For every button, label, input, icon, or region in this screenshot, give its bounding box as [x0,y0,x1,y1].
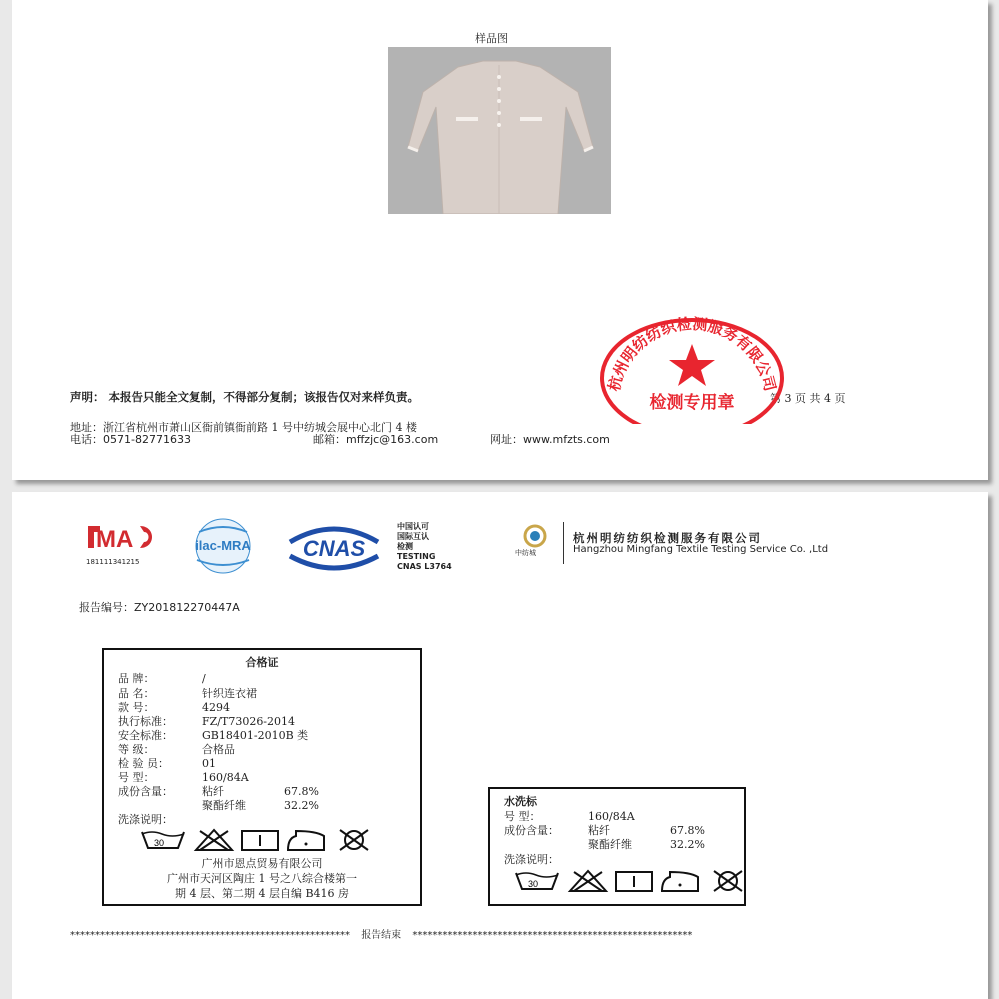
cert-row-safety: 安全标准： GB18401-2010B 类 [118,729,309,742]
wash-label-title: 水洗标 [504,795,537,808]
report-end-line [70,926,930,941]
cert-composition-2: 聚酯纤维 32.2% [202,799,319,812]
line-dry-icon [242,831,278,850]
seal-stamp-icon [598,316,786,424]
cert-row-standard: 执行标准： FZ/T73026-2014 [118,715,296,728]
report-page-4 [12,492,988,999]
no-dryclean-icon [714,871,742,891]
report-page-3 [12,0,988,480]
cert-row-size: 号 型： 160/84A [118,771,249,784]
svg-text:ilac-MRA: ilac-MRA [195,538,251,553]
cma-icon [82,522,162,558]
wash-label-instructions: 洗涤说明： [504,853,559,866]
cert-row-grade: 等 级： 合格品 [118,743,235,756]
address: 地址：浙江省杭州市萧山区衙前镇衙前路 1 号中纺城会展中心北门 4 楼 [70,421,417,434]
cert-row-brand: 品 牌： / [118,672,206,685]
phone: 电话：0571-82771633 [70,433,191,446]
cma-logo [82,522,162,562]
wash-label-care-symbols [514,869,754,893]
svg-text:30: 30 [528,879,539,889]
svg-text:30: 30 [154,838,165,848]
cnas-accreditation-text: 中国认可 国际互认 检测 TESTING CNAS L3764 [397,522,452,571]
cert-address-line-2: 期 4 层、第二期 4 层自编 B416 房 [174,887,350,900]
no-bleach-icon [196,830,232,850]
wash-label-size: 号 型： 160/84A [504,810,635,823]
website: 网址：www.mfzts.com [490,433,610,446]
cnas-logo [282,522,386,578]
email: 邮箱：mffzjc@163.com [313,433,439,446]
wash-label-composition-2: 聚酯纤维 32.2% [588,838,705,851]
iron-low-icon [288,831,324,850]
line-dry-icon [616,872,652,891]
no-dryclean-icon [340,830,368,850]
svg-text:杭州明纺纺织检测服务有限公司: 杭州明纺纺织检测服务有限公司 [604,316,780,394]
dress-sample-image [388,47,611,214]
wash-label-box [488,787,746,906]
cert-row-product: 品 名： 针织连衣裙 [118,687,257,700]
report-end-text: 报告结束 [361,930,402,941]
company-name-en: Hangzhou Mingfang Textile Testing Service Co. ,Ltd [573,544,829,555]
svg-text:MA: MA [96,526,134,553]
page-indicator: 第 3 页 共 4 页 [770,392,846,405]
cert-address-line-1: 广州市天河区陶庄 1 号之八综合楼第一 [167,872,357,885]
svg-text:CNAS: CNAS [302,536,366,561]
logo-divider [563,522,564,564]
statement: 声明： 本报告只能全文复制，不得部分复制；该报告仅对来样负责。 [70,390,419,404]
cert-wash-label: 洗涤说明： [118,813,173,826]
wash-30-icon [142,832,184,848]
cert-composition-1: 成份含量： 粘纤 67.8% [118,785,319,798]
official-seal [598,316,786,428]
report-number: 报告编号：ZY201812270447A [79,601,240,614]
end-stars-left: ******************************************************** [70,930,350,941]
company-name-cn: 杭州明纺纺织检测服务有限公司 [573,531,762,545]
end-stars-right: ******************************************************** [412,930,693,941]
company-mark-label: 中纺城 [515,549,536,557]
qualification-certificate [102,648,422,906]
ilac-icon [179,518,267,574]
sample-photo [388,47,611,214]
cert-row-inspector: 检 验 员： 01 [118,757,216,770]
certificate-title: 合格证 [245,656,279,669]
cma-number: 181111341215 [86,558,140,566]
sample-image-title: 样品图 [475,32,508,45]
cert-row-style: 款 号： 4294 [118,701,230,714]
wash-30-icon [516,873,558,889]
cert-company: 广州市恩点贸易有限公司 [201,857,323,870]
iron-low-icon [662,872,698,891]
svg-text:检测专用章: 检测专用章 [649,393,735,413]
wash-label-composition-1: 成份含量： 粘纤 67.8% [504,824,705,837]
ilac-mra-logo [179,518,267,578]
cert-care-symbols [140,828,380,852]
cnas-icon [282,522,386,574]
no-bleach-icon [570,871,606,891]
